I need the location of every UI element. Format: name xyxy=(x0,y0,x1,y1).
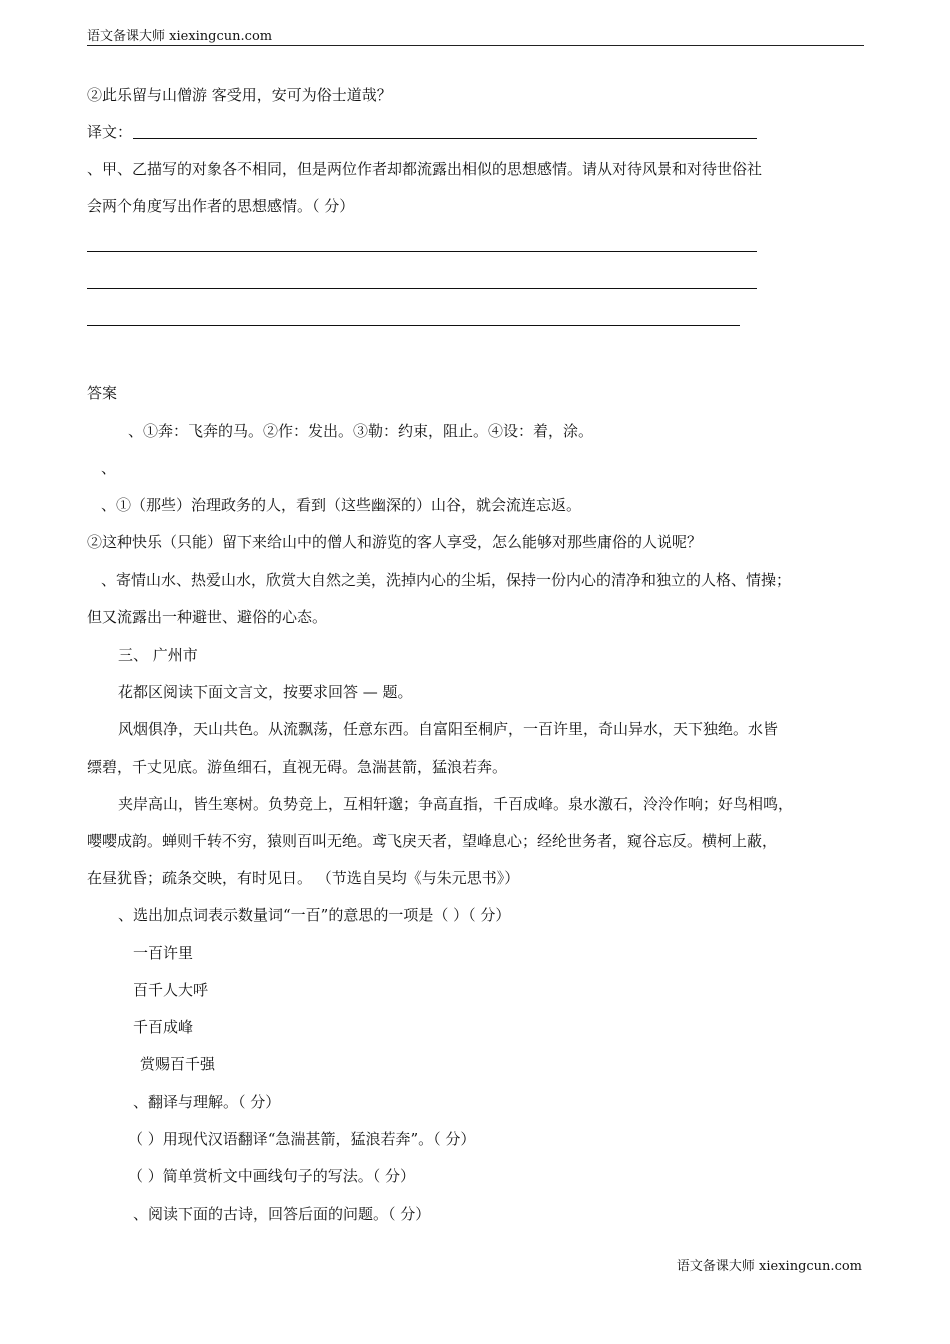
question-2-part-1: （ ）用现代汉语翻译“急湍甚箭，猛浪若奔”。（ 分） xyxy=(128,1130,476,1148)
answers-heading: 答案 xyxy=(87,384,118,402)
question-2-part-2: （ ）简单赏析文中画线句子的写法。（ 分） xyxy=(128,1167,416,1185)
answer-line xyxy=(133,138,757,139)
answer-3-line-1: 、①（那些）治理政务的人，看到（这些幽深的）山谷，就会流连忘返。 xyxy=(101,496,582,514)
answer-line xyxy=(87,325,740,326)
option-b: 百千人大呼 xyxy=(133,981,209,999)
section-3-title: 三、 广州市 xyxy=(118,646,198,664)
page-footer: 语文备课大师 xiexingcun.com xyxy=(676,1259,862,1274)
question-intro-line-1: 、甲、乙描写的对象各不相同，但是两位作者却都流露出相似的思想感情。请从对待风景和对待世俗社 xyxy=(87,160,763,178)
passage-p1-line-1: 风烟俱净，天山共色。从流飘荡，任意东西。自富阳至桐庐，一百许里，奇山异水，天下独绝。水皆 xyxy=(118,720,779,738)
answer-3-line-2: ②这种快乐（只能）留下来给山中的僧人和游览的客人享受，怎么能够对那些庸俗的人说呢？ xyxy=(87,533,703,551)
answer-line xyxy=(87,251,757,252)
option-c: 千百成峰 xyxy=(133,1018,194,1036)
question-1: 、选出加点词表示数量词“一百”的意思的一项是（ ）（ 分） xyxy=(118,906,511,924)
option-a: 一百许里 xyxy=(133,944,194,962)
question-2: 、翻译与理解。（ 分） xyxy=(133,1093,281,1111)
answer-line xyxy=(87,288,757,289)
passage-p1-line-2: 缥碧，千丈见底。游鱼细石，直视无碍。急湍甚箭，猛浪若奔。 xyxy=(87,758,508,776)
answer-1: 、①奔：飞奔的马。②作：发出。③勒：约束，阻止。④设：着，涂。 xyxy=(128,422,594,440)
section-3-instruction: 花都区阅读下面文言文，按要求回答 — 题。 xyxy=(118,683,413,701)
page-header: 语文备课大师 xiexingcun.com xyxy=(87,29,864,46)
translation-label: 译文： xyxy=(87,123,133,141)
answer-4-line-2: 但又流露出一种避世、避俗的心态。 xyxy=(87,608,328,626)
passage-p2-line-2: 嘤嘤成韵。蝉则千转不穷，猿则百叫无绝。鸢飞戾天者，望峰息心；经纶世务者，窥谷忘反。横柯上蔽， xyxy=(87,832,778,850)
passage-p2-line-3: 在昼犹昏；疏条交映，有时见日。 （节选自吴均《与朱元思书》） xyxy=(87,869,520,887)
answer-4-line-1: 、寄情山水、热爱山水，欣赏大自然之美，洗掉内心的尘垢，保持一份内心的清净和独立的人格、情操； xyxy=(101,571,792,589)
sentence-2: ②此乐留与山僧游 客受用，安可为俗士道哉？ xyxy=(87,86,392,104)
answer-2: 、 xyxy=(101,459,117,477)
question-3: 、阅读下面的古诗，回答后面的问题。（ 分） xyxy=(133,1205,431,1223)
option-d: 赏赐百千强 xyxy=(140,1055,216,1073)
question-intro-line-2: 会两个角度写出作者的思想感情。（ 分） xyxy=(87,197,355,215)
passage-p2-line-1: 夹岸高山，皆生寒树。负势竞上，互相轩邈；争高直指，千百成峰。泉水激石，泠泠作响；好鸟相鸣， xyxy=(118,795,794,813)
